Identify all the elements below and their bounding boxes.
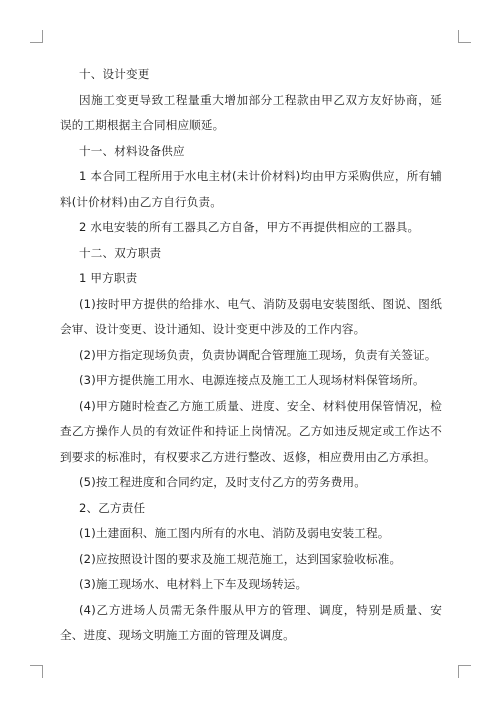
crop-mark-top-right [458, 30, 471, 43]
section-heading-design-change: 十、设计变更 [79, 67, 150, 81]
crop-mark-bottom-right [458, 665, 471, 678]
party-a-item-2: (2)甲方指定现场负责，负责协调配合管理施工现场，负责有关签证。 [79, 347, 437, 362]
subheading-party-a: 1 甲方职责 [79, 271, 138, 285]
party-b-item-1: (1)土建面积、施工图内所有的水电、消防及弱电安装工程。 [79, 526, 390, 540]
paragraph-material-2: 2 水电安装的所有工器具乙方自备，甲方不再提供相应的工器具。 [79, 220, 420, 234]
party-a-item-4: (4)甲方随时检查乙方施工质量、进度、安全、材料使用保管情况，检查乙方操作人员的有效证件和持证上岗情况。乙方如违反规定或工作达不到要求的标准时，有权要求乙方进行整改、返修，相应费用由乙方承担。 [60, 398, 442, 464]
crop-mark-bottom-left [30, 665, 43, 678]
paragraph-design-change: 因施工变更导致工程量重大增加部分工程款由甲乙双方友好协商，延误的工期根据主合同相应顺延。 [60, 92, 442, 132]
party-b-item-3: (3)施工现场水、电材料上下车及现场转运。 [79, 577, 308, 591]
subheading-party-b: 2、乙方责任 [79, 500, 146, 515]
section-heading-material-supply: 十一、材料设备供应 [79, 143, 185, 158]
party-a-item-3: (3)甲方提供施工用水、电源连接点及施工工人现场材料保管场所。 [79, 373, 425, 387]
paragraph-material-1: 1 本合同工程所用于水电主材(未计价材料)均由甲方采购供应，所有辅料(计价材料)由乙方自行负责。 [60, 169, 442, 209]
party-a-item-5: (5)按工程进度和合同约定，及时支付乙方的劳务费用。 [79, 475, 366, 489]
crop-mark-top-left [30, 30, 43, 43]
party-b-item-4: (4)乙方进场人员需无条件服从甲方的管理、调度，特别是质量、安全、进度、现场文明施工方面的管理及调度。 [60, 602, 442, 642]
party-a-item-1: (1)按时甲方提供的给排水、电气、消防及弱电安装图纸、图说、图纸会审、设计变更、设计通知、设计变更中涉及的工作内容。 [60, 296, 442, 336]
section-heading-responsibilities: 十二、双方职责 [79, 245, 162, 260]
document-body [60, 62, 442, 649]
party-b-item-2: (2)应按照设计图的要求及施工规范施工，达到国家验收标准。 [79, 551, 402, 566]
